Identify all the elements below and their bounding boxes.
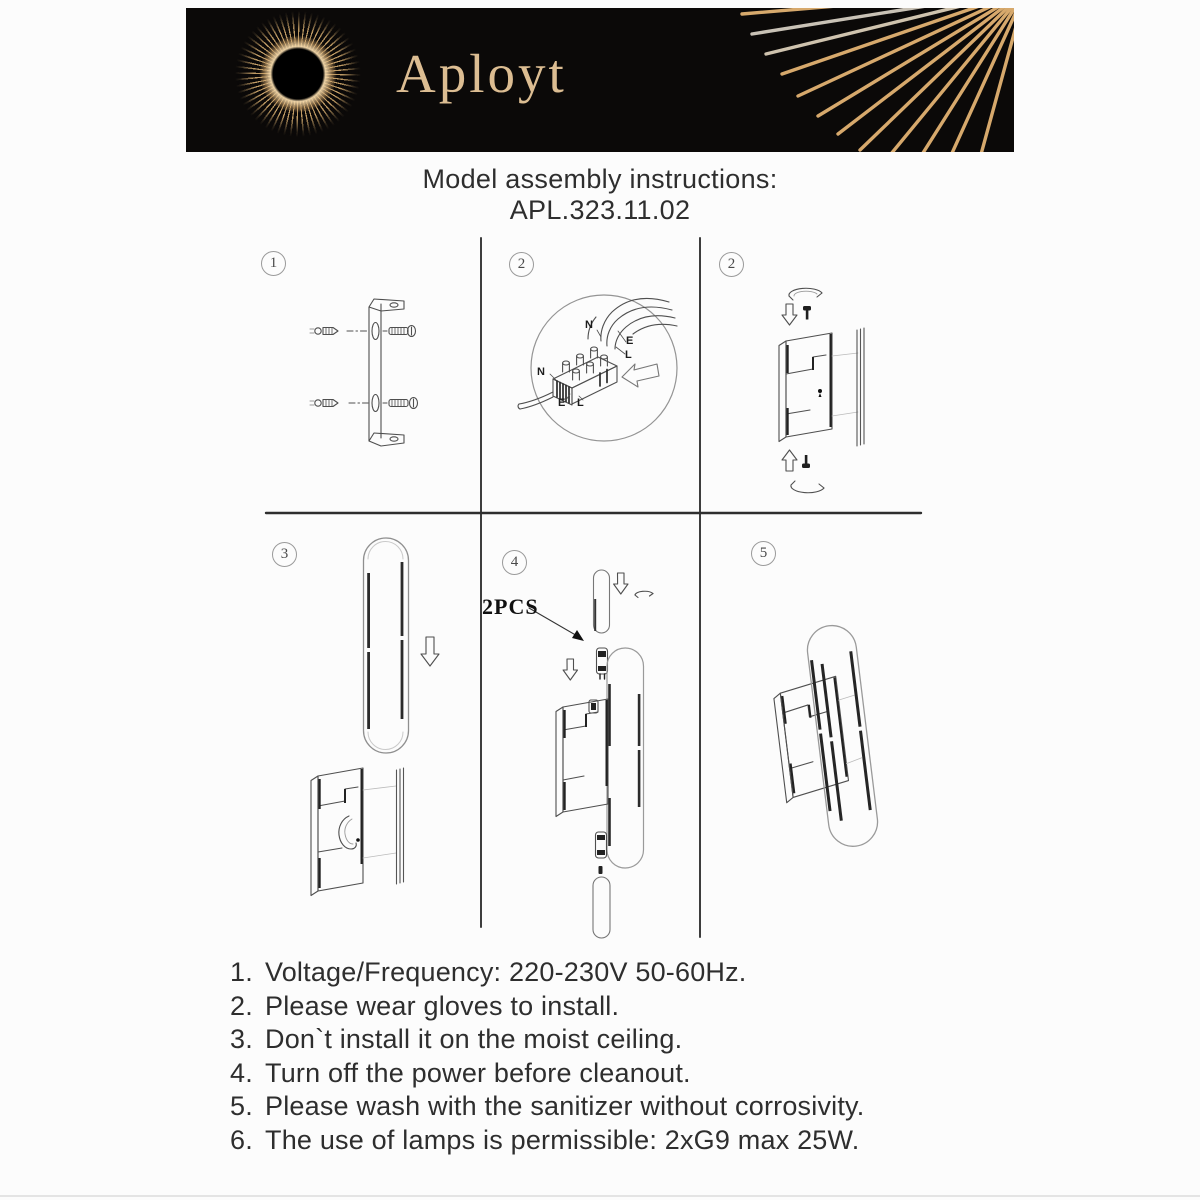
step-2b-badge: 2 (719, 252, 744, 277)
corner-rays-decoration (186, 8, 1014, 152)
step-1-badge: 1 (261, 251, 286, 276)
step-3-badge: 3 (272, 542, 297, 567)
item-text: Don`t install it on the moist ceiling. (265, 1024, 683, 1055)
brand-banner (186, 8, 1014, 152)
item-number: 2. (230, 990, 253, 1021)
assembly-diagram (240, 235, 960, 945)
panel-5-assembled-art (766, 623, 880, 854)
brand-name: Aployt (396, 43, 567, 104)
item-number: 6. (230, 1124, 253, 1155)
wire-label-e-bottom: E (558, 397, 566, 409)
wire-label-l-bottom: L (577, 397, 584, 409)
panel-4-lamps-art (529, 570, 653, 938)
step-5-badge: 5 (751, 541, 776, 566)
item-text: Turn off the power before cleanout. (265, 1057, 691, 1088)
instruction-item-5 (230, 1090, 864, 1124)
wire-label-n-left: N (537, 366, 545, 378)
wire-label-e-right: E (626, 335, 634, 347)
instruction-item-6 (230, 1124, 864, 1158)
item-text: Please wash with the sanitizer without corrosivity. (265, 1091, 865, 1122)
model-number: APL.323.11.02 (509, 195, 691, 225)
panel-3-ring-art (311, 538, 439, 896)
instruction-item-4 (230, 1057, 864, 1091)
title-block (0, 164, 1200, 226)
instruction-list (230, 956, 864, 1158)
instruction-item-2 (230, 990, 864, 1024)
page-title: Model assembly instructions: (422, 164, 778, 194)
panel-2b-backplate-art (779, 288, 864, 492)
instruction-item-1 (230, 956, 864, 990)
item-number: 3. (230, 1024, 253, 1055)
item-number: 1. (230, 957, 253, 987)
wire-label-l-right: L (625, 349, 632, 361)
step-2-badge: 2 (509, 252, 534, 277)
item-text: The use of lamps is permissible: 2xG9 max 25W. (265, 1124, 860, 1155)
wire-label-n-top: N (585, 319, 593, 331)
item-number: 4. (230, 1057, 253, 1088)
item-text: Please wear gloves to install. (265, 990, 620, 1021)
item-number: 5. (230, 1091, 253, 1122)
two-pcs-callout: 2PCS (482, 594, 539, 619)
step-4-badge: 4 (502, 550, 527, 575)
instruction-item-3 (230, 1023, 864, 1057)
item-text: Voltage/Frequency: 220-230V 50-60Hz. (265, 957, 747, 987)
panel-1-bracket-art (310, 299, 418, 446)
